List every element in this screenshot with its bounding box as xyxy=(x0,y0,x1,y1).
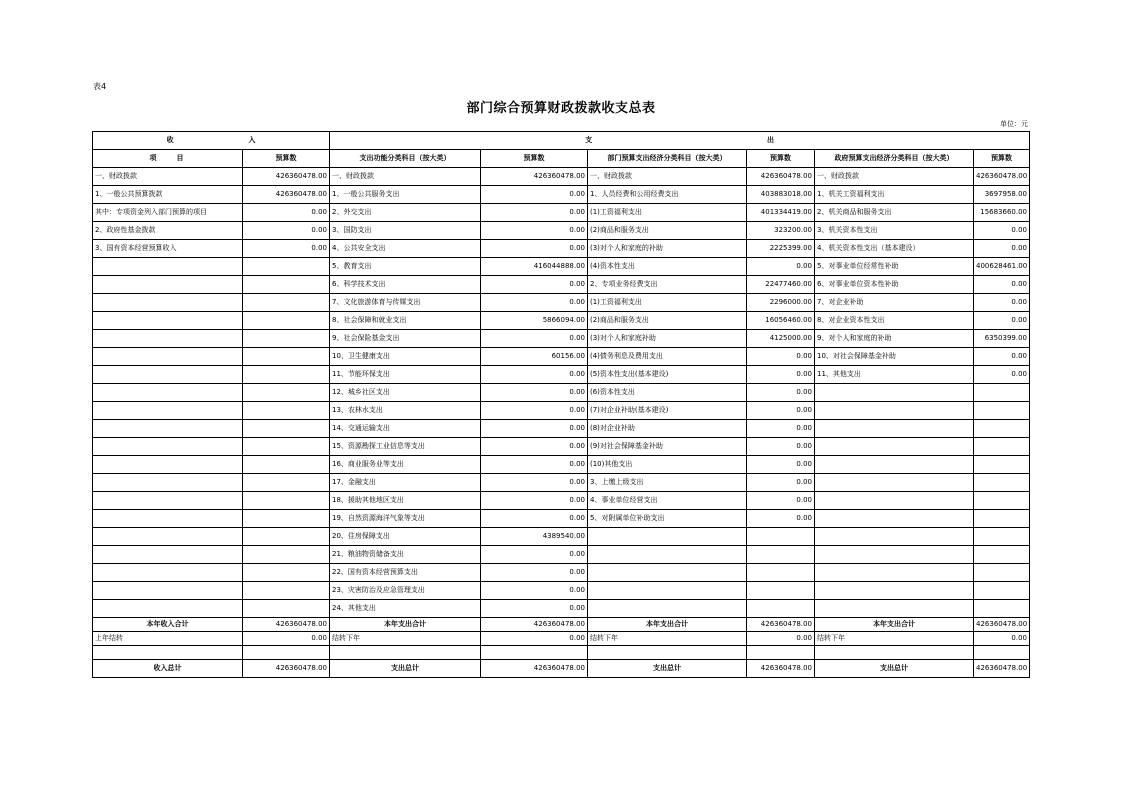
cell-gov-budget: 0.00 xyxy=(974,348,1030,366)
cell-func-class: 4、公共安全支出 xyxy=(330,240,481,258)
cell-dept-budget: 426360478.00 xyxy=(747,168,815,186)
table-row xyxy=(93,510,1030,528)
cell-income-item xyxy=(93,438,243,456)
cell-income-budget: 0.00 xyxy=(243,204,330,222)
cell-income-budget xyxy=(243,330,330,348)
cell-dept-econ: 5、对附属单位补助支出 xyxy=(588,510,747,528)
cell-income-item xyxy=(93,600,243,618)
cell-func-class: 8、社会保障和就业支出 xyxy=(330,312,481,330)
cell-gov-econ xyxy=(815,600,974,618)
income-header-char-1: 收 xyxy=(166,136,174,144)
annual-gov-total-value: 426360478.00 xyxy=(974,618,1030,632)
cell-dept-budget: 0.00 xyxy=(747,474,815,492)
grand-income-total-label: 收入总计 xyxy=(93,660,243,678)
cell-func-budget: 0.00 xyxy=(481,474,588,492)
cell-dept-econ: (3)对个人和家庭补助 xyxy=(588,330,747,348)
page-title: 部门综合预算财政拨款收支总表 xyxy=(466,101,656,116)
cell-func-budget: 0.00 xyxy=(481,600,588,618)
dept-carry-forward-value: 0.00 xyxy=(747,632,815,646)
cell-gov-econ: 4、机关资本性支出（基本建设） xyxy=(815,240,974,258)
cell-func-class: 6、科学技术支出 xyxy=(330,276,481,294)
cell-gov-budget: 15683660.00 xyxy=(974,204,1030,222)
grand-gov-total-value: 426360478.00 xyxy=(974,660,1030,678)
cell-func-class: 一、财政拨款 xyxy=(330,168,481,186)
cell-func-class: 12、城乡社区支出 xyxy=(330,384,481,402)
cell-income-budget xyxy=(243,366,330,384)
table-row xyxy=(93,492,1030,510)
cell-dept-econ: (8)对企业补助 xyxy=(588,420,747,438)
cell-income-budget: 426360478.00 xyxy=(243,168,330,186)
grand-dept-total-value: 426360478.00 xyxy=(747,660,815,678)
cell-gov-econ xyxy=(815,582,974,600)
annual-dept-total-label: 本年支出合计 xyxy=(588,618,747,632)
cell-income-item: 1、一般公共预算拨款 xyxy=(93,186,243,204)
cell-gov-budget: 0.00 xyxy=(974,366,1030,384)
cell-func-budget: 60156.00 xyxy=(481,348,588,366)
cell-income-budget xyxy=(243,258,330,276)
cell-gov-budget: 400628461.00 xyxy=(974,258,1030,276)
cell-func-class: 23、灾害防治及应急管理支出 xyxy=(330,582,481,600)
cell-dept-econ: (2)商品和服务支出 xyxy=(588,312,747,330)
cell-income-item: 2、政府性基金拨款 xyxy=(93,222,243,240)
cell-func-budget: 0.00 xyxy=(481,582,588,600)
cell-func-class: 1、一般公共服务支出 xyxy=(330,186,481,204)
func-carry-forward-value: 0.00 xyxy=(481,632,588,646)
cell-gov-econ xyxy=(815,564,974,582)
cell-gov-econ: 1、机关工资福利支出 xyxy=(815,186,974,204)
cell-dept-econ: 1、人员经费和公用经费支出 xyxy=(588,186,747,204)
cell-income-item xyxy=(93,366,243,384)
cell-dept-econ: (1)工资福利支出 xyxy=(588,294,747,312)
cell-income-budget xyxy=(243,528,330,546)
cell-func-budget: 0.00 xyxy=(481,294,588,312)
table-row xyxy=(93,168,1030,186)
cell-dept-budget: 2225399.00 xyxy=(747,240,815,258)
cell-dept-budget: 0.00 xyxy=(747,384,815,402)
cell-func-budget: 416044888.00 xyxy=(481,258,588,276)
table-row xyxy=(93,330,1030,348)
cell-gov-budget xyxy=(974,474,1030,492)
cell-func-budget: 0.00 xyxy=(481,546,588,564)
cell-dept-budget: 0.00 xyxy=(747,366,815,384)
cell-income-item: 一、财政拨款 xyxy=(93,168,243,186)
expense-header-char-2: 出 xyxy=(766,136,774,144)
dept-carry-forward-label: 结转下年 xyxy=(588,632,747,646)
cell-func-budget: 426360478.00 xyxy=(481,168,588,186)
cell-income-item xyxy=(93,312,243,330)
table-row xyxy=(93,366,1030,384)
table-row xyxy=(93,384,1030,402)
cell-dept-econ: (7)对企业补助(基本建设) xyxy=(588,402,747,420)
cell-gov-econ: 一、财政拨款 xyxy=(815,168,974,186)
table-body xyxy=(93,168,1030,618)
cell-income-item xyxy=(93,474,243,492)
cell-func-budget: 4389540.00 xyxy=(481,528,588,546)
cell-gov-budget xyxy=(974,420,1030,438)
cell-dept-econ: 2、专项业务经费支出 xyxy=(588,276,747,294)
cell-income-budget xyxy=(243,402,330,420)
cell-income-item xyxy=(93,510,243,528)
col-header-func-class: 支出功能分类科目（按大类） xyxy=(330,150,481,168)
cell-dept-budget: 16056460.00 xyxy=(747,312,815,330)
col-header-gov-budget: 预算数 xyxy=(974,150,1030,168)
cell-income-budget: 0.00 xyxy=(243,222,330,240)
cell-gov-econ xyxy=(815,474,974,492)
cell-income-item xyxy=(93,294,243,312)
cell-income-budget xyxy=(243,420,330,438)
cell-gov-budget xyxy=(974,582,1030,600)
cell-dept-budget: 0.00 xyxy=(747,258,815,276)
cell-func-class: 11、节能环保支出 xyxy=(330,366,481,384)
cell-income-budget xyxy=(243,294,330,312)
cell-func-class: 22、国有资本经营预算支出 xyxy=(330,564,481,582)
cell-income-item xyxy=(93,276,243,294)
cell-income-item xyxy=(93,492,243,510)
cell-dept-budget: 0.00 xyxy=(747,510,815,528)
cell-gov-econ: 10、对社会保障基金补助 xyxy=(815,348,974,366)
cell-gov-budget: 0.00 xyxy=(974,276,1030,294)
cell-dept-budget xyxy=(747,528,815,546)
cell-income-budget xyxy=(243,474,330,492)
cell-gov-econ xyxy=(815,456,974,474)
cell-gov-budget: 0.00 xyxy=(974,312,1030,330)
cell-income-item: 3、国有资本经营预算收入 xyxy=(93,240,243,258)
cell-gov-budget xyxy=(974,510,1030,528)
cell-gov-budget xyxy=(974,528,1030,546)
col-header-gov-econ: 政府预算支出经济分类科目（按大类） xyxy=(815,150,974,168)
cell-dept-budget: 323200.00 xyxy=(747,222,815,240)
cell-func-budget: 0.00 xyxy=(481,204,588,222)
cell-income-budget: 0.00 xyxy=(243,240,330,258)
cell-gov-econ xyxy=(815,528,974,546)
col-header-dept-econ: 部门预算支出经济分类科目（按大类） xyxy=(588,150,747,168)
cell-func-budget: 0.00 xyxy=(481,384,588,402)
cell-dept-budget xyxy=(747,582,815,600)
cell-income-item xyxy=(93,258,243,276)
cell-dept-budget: 0.00 xyxy=(747,492,815,510)
cell-gov-econ: 11、其他支出 xyxy=(815,366,974,384)
cell-income-budget xyxy=(243,492,330,510)
budget-table xyxy=(92,131,1030,678)
prior-year-carryover-value: 0.00 xyxy=(243,632,330,646)
carry-over-row xyxy=(93,632,1030,646)
cell-func-class: 2、外交支出 xyxy=(330,204,481,222)
cell-gov-econ: 6、对事业单位资本性补助 xyxy=(815,276,974,294)
cell-income-budget: 426360478.00 xyxy=(243,186,330,204)
table-row xyxy=(93,258,1030,276)
cell-income-budget xyxy=(243,456,330,474)
grand-total-row xyxy=(93,660,1030,678)
col-header-func-budget: 预算数 xyxy=(481,150,588,168)
cell-dept-econ xyxy=(588,546,747,564)
col-header-income-item: 项 目 xyxy=(93,150,243,168)
cell-dept-econ: (10)其他支出 xyxy=(588,456,747,474)
annual-total-row xyxy=(93,618,1030,632)
cell-dept-econ: (6)资本性支出 xyxy=(588,384,747,402)
cell-dept-econ: (4)资本性支出 xyxy=(588,258,747,276)
cell-func-budget: 0.00 xyxy=(481,240,588,258)
cell-dept-budget: 0.00 xyxy=(747,348,815,366)
cell-func-class: 15、资源勘探工业信息等支出 xyxy=(330,438,481,456)
cell-gov-budget xyxy=(974,564,1030,582)
cell-dept-econ: (1)工资福利支出 xyxy=(588,204,747,222)
cell-gov-econ xyxy=(815,420,974,438)
cell-func-class: 16、商业服务业等支出 xyxy=(330,456,481,474)
cell-income-budget xyxy=(243,600,330,618)
cell-dept-econ: 3、上缴上级支出 xyxy=(588,474,747,492)
cell-func-budget: 0.00 xyxy=(481,402,588,420)
cell-func-class: 18、援助其他地区支出 xyxy=(330,492,481,510)
cell-func-budget: 0.00 xyxy=(481,564,588,582)
cell-func-budget: 0.00 xyxy=(481,510,588,528)
cell-func-budget: 0.00 xyxy=(481,366,588,384)
cell-dept-econ xyxy=(588,600,747,618)
table-row xyxy=(93,348,1030,366)
cell-dept-econ: (2)商品和服务支出 xyxy=(588,222,747,240)
cell-gov-budget: 0.00 xyxy=(974,240,1030,258)
cell-dept-budget xyxy=(747,564,815,582)
cell-func-budget: 0.00 xyxy=(481,492,588,510)
annual-income-total-label: 本年收入合计 xyxy=(93,618,243,632)
cell-dept-econ: (9)对社会保障基金补助 xyxy=(588,438,747,456)
cell-func-class: 10、卫生健康支出 xyxy=(330,348,481,366)
table-row xyxy=(93,600,1030,618)
cell-func-budget: 0.00 xyxy=(481,186,588,204)
cell-gov-budget xyxy=(974,384,1030,402)
cell-income-item xyxy=(93,420,243,438)
cell-dept-budget: 0.00 xyxy=(747,438,815,456)
cell-dept-budget: 2296000.00 xyxy=(747,294,815,312)
cell-dept-budget xyxy=(747,546,815,564)
cell-gov-budget xyxy=(974,402,1030,420)
cell-gov-econ xyxy=(815,546,974,564)
cell-gov-econ: 2、机关商品和服务支出 xyxy=(815,204,974,222)
cell-func-budget: 0.00 xyxy=(481,330,588,348)
cell-dept-econ: (4)债务利息及费用支出 xyxy=(588,348,747,366)
table-row xyxy=(93,186,1030,204)
cell-income-item xyxy=(93,564,243,582)
cell-dept-econ xyxy=(588,528,747,546)
cell-income-budget xyxy=(243,384,330,402)
cell-func-class: 13、农林水支出 xyxy=(330,402,481,420)
func-carry-forward-label: 结转下年 xyxy=(330,632,481,646)
cell-func-class: 14、交通运输支出 xyxy=(330,420,481,438)
cell-income-item xyxy=(93,528,243,546)
cell-dept-budget: 401334419.00 xyxy=(747,204,815,222)
col-header-income-budget: 预算数 xyxy=(243,150,330,168)
unit-label: 单位：元 xyxy=(1000,120,1028,128)
table-row xyxy=(93,546,1030,564)
cell-income-budget xyxy=(243,564,330,582)
cell-gov-budget: 3697958.00 xyxy=(974,186,1030,204)
cell-dept-budget xyxy=(747,600,815,618)
cell-gov-budget: 426360478.00 xyxy=(974,168,1030,186)
cell-income-item xyxy=(93,456,243,474)
cell-gov-econ: 3、机关资本性支出 xyxy=(815,222,974,240)
cell-dept-budget: 0.00 xyxy=(747,420,815,438)
cell-func-budget: 0.00 xyxy=(481,420,588,438)
cell-income-budget xyxy=(243,510,330,528)
prior-year-carryover-label: 上年结转 xyxy=(93,632,243,646)
table-row xyxy=(93,222,1030,240)
cell-func-budget: 0.00 xyxy=(481,438,588,456)
income-header-char-2: 入 xyxy=(248,136,256,144)
cell-income-budget xyxy=(243,546,330,564)
cell-func-class: 21、粮油物资储备支出 xyxy=(330,546,481,564)
cell-dept-econ xyxy=(588,564,747,582)
cell-dept-budget: 0.00 xyxy=(747,402,815,420)
table-row xyxy=(93,204,1030,222)
annual-gov-total-label: 本年支出合计 xyxy=(815,618,974,632)
expense-section-header xyxy=(330,132,1030,150)
table-row xyxy=(93,402,1030,420)
cell-gov-budget xyxy=(974,546,1030,564)
cell-gov-budget: 6350399.00 xyxy=(974,330,1030,348)
cell-gov-budget: 0.00 xyxy=(974,294,1030,312)
table-row xyxy=(93,240,1030,258)
col-header-dept-budget: 预算数 xyxy=(747,150,815,168)
grand-func-total-value: 426360478.00 xyxy=(481,660,588,678)
cell-income-budget xyxy=(243,438,330,456)
spacer-row xyxy=(93,646,1030,660)
cell-func-budget: 0.00 xyxy=(481,276,588,294)
cell-gov-econ: 5、对事业单位经常性补助 xyxy=(815,258,974,276)
cell-gov-econ: 9、对个人和家庭的补助 xyxy=(815,330,974,348)
annual-income-total-value: 426360478.00 xyxy=(243,618,330,632)
cell-dept-econ: 一、财政拨款 xyxy=(588,168,747,186)
cell-gov-econ xyxy=(815,402,974,420)
table-label: 表4 xyxy=(93,82,107,91)
table-row xyxy=(93,456,1030,474)
annual-func-total-label: 本年支出合计 xyxy=(330,618,481,632)
cell-func-class: 7、文化旅游体育与传媒支出 xyxy=(330,294,481,312)
cell-dept-budget: 0.00 xyxy=(747,456,815,474)
table-row xyxy=(93,420,1030,438)
cell-gov-budget xyxy=(974,492,1030,510)
cell-dept-budget: 22477460.00 xyxy=(747,276,815,294)
cell-income-budget xyxy=(243,582,330,600)
cell-income-budget xyxy=(243,348,330,366)
cell-func-class: 17、金融支出 xyxy=(330,474,481,492)
table-row xyxy=(93,582,1030,600)
grand-gov-total-label: 支出总计 xyxy=(815,660,974,678)
cell-func-budget: 0.00 xyxy=(481,456,588,474)
cell-func-class: 24、其他支出 xyxy=(330,600,481,618)
cell-gov-budget: 0.00 xyxy=(974,222,1030,240)
cell-income-item xyxy=(93,330,243,348)
cell-func-class: 20、住房保障支出 xyxy=(330,528,481,546)
gov-carry-forward-label: 结转下年 xyxy=(815,632,974,646)
gov-carry-forward-value: 0.00 xyxy=(974,632,1030,646)
table-row xyxy=(93,438,1030,456)
cell-gov-econ xyxy=(815,510,974,528)
table-row xyxy=(93,564,1030,582)
cell-dept-econ: (5)资本性支出(基本建设) xyxy=(588,366,747,384)
cell-dept-budget: 403883018.00 xyxy=(747,186,815,204)
annual-func-total-value: 426360478.00 xyxy=(481,618,588,632)
grand-income-total-value: 426360478.00 xyxy=(243,660,330,678)
cell-dept-econ: (3)对个人和家庭的补助 xyxy=(588,240,747,258)
cell-income-item xyxy=(93,546,243,564)
table-row xyxy=(93,294,1030,312)
expense-header-char-1: 支 xyxy=(585,136,593,144)
cell-func-class: 9、社会保险基金支出 xyxy=(330,330,481,348)
cell-func-budget: 0.00 xyxy=(481,222,588,240)
cell-gov-econ xyxy=(815,492,974,510)
cell-gov-budget xyxy=(974,600,1030,618)
table-row xyxy=(93,312,1030,330)
table-row xyxy=(93,528,1030,546)
grand-dept-total-label: 支出总计 xyxy=(588,660,747,678)
cell-func-class: 3、国防支出 xyxy=(330,222,481,240)
cell-income-budget xyxy=(243,312,330,330)
cell-gov-econ: 8、对企业资本性支出 xyxy=(815,312,974,330)
cell-income-item xyxy=(93,582,243,600)
cell-func-budget: 5866094.00 xyxy=(481,312,588,330)
cell-dept-econ: 4、事业单位经营支出 xyxy=(588,492,747,510)
income-section-header xyxy=(93,132,330,150)
cell-income-item xyxy=(93,384,243,402)
cell-income-item xyxy=(93,402,243,420)
cell-gov-econ xyxy=(815,438,974,456)
table-row xyxy=(93,276,1030,294)
table-row xyxy=(93,474,1030,492)
cell-gov-budget xyxy=(974,438,1030,456)
cell-dept-econ xyxy=(588,582,747,600)
cell-func-class: 19、自然资源海洋气象等支出 xyxy=(330,510,481,528)
grand-func-total-label: 支出总计 xyxy=(330,660,481,678)
cell-income-item: 其中：专项资金列入部门预算的项目 xyxy=(93,204,243,222)
annual-dept-total-value: 426360478.00 xyxy=(747,618,815,632)
cell-income-item xyxy=(93,348,243,366)
cell-gov-econ: 7、对企业补助 xyxy=(815,294,974,312)
cell-dept-budget: 4125000.00 xyxy=(747,330,815,348)
cell-func-class: 5、教育支出 xyxy=(330,258,481,276)
cell-gov-econ xyxy=(815,384,974,402)
cell-gov-budget xyxy=(974,456,1030,474)
cell-income-budget xyxy=(243,276,330,294)
